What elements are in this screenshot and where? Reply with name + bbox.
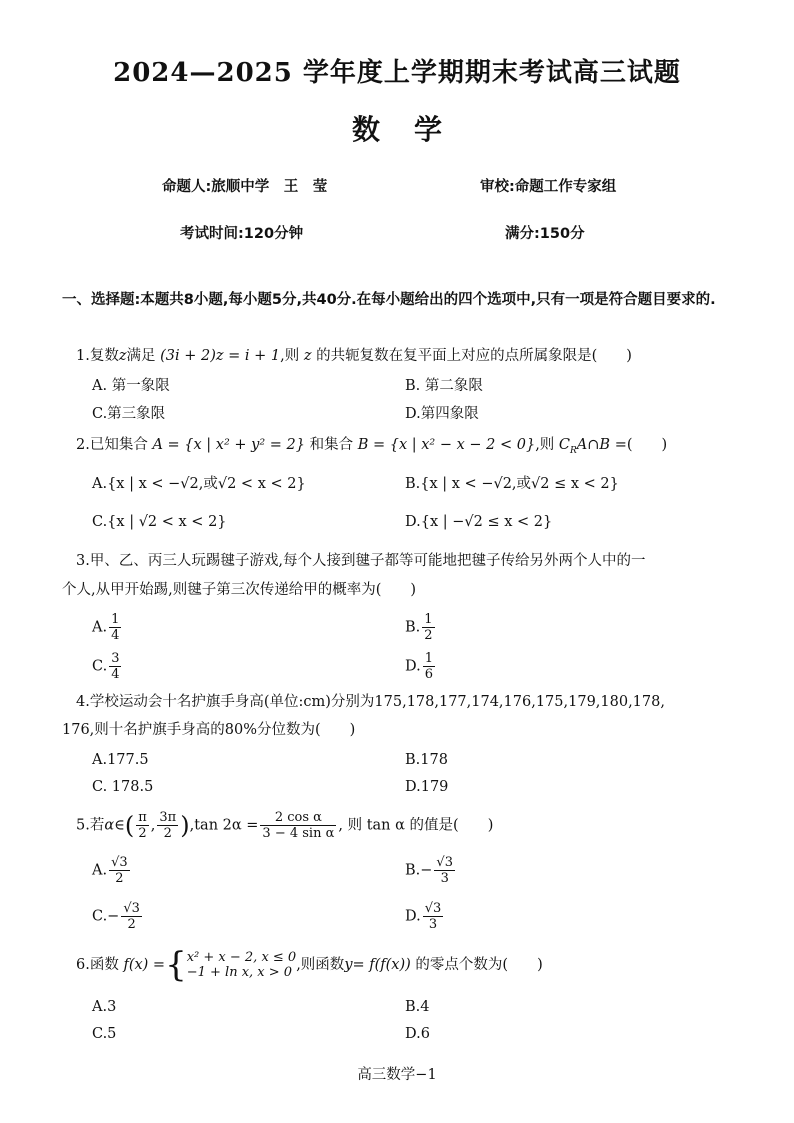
q5-c-num: √3 [123,901,140,916]
q5-option-c [92,901,144,932]
q2-complement-c: C [558,437,571,453]
q5-tan-a: tan α [366,817,405,834]
q3-b-num: 1 [424,612,433,627]
q3-option-b [405,612,437,643]
q5-b-num: √3 [436,855,453,870]
q3-option-d [405,651,437,682]
q4-option-c: C. 178.5 [92,779,154,795]
q5-b-fraction [434,855,455,886]
q5-f1-den: 2 [138,826,147,841]
q1-option-b: B. 第二象限 [405,378,483,394]
q3-c-label: C. [92,658,108,675]
q6-cases [187,950,296,980]
q1-equation: (3i + 2)z = i + 1 [160,348,281,364]
q5-c-den: 2 [127,917,136,932]
q2-option-a: A.{x | x < −√2,或√2 < x < 2} [92,476,306,492]
q5-d-fraction [423,901,444,932]
section-heading: 一、选择题:本题共8小题,每小题5分,共40分.在每小题给出的四个选项中,只有一项是符合题目要求的. [62,292,716,308]
question-3-line2: 个人,从甲开始踢,则毽子第三次传递给甲的概率为( ) [62,582,417,598]
q2-complement-sub: R [570,445,577,456]
q5-alpha-in: α∈ [104,817,125,834]
q2-complement-rest: A∩B [576,437,611,453]
q6-text-a: 6.函数 [76,957,119,973]
q1-text-g: 的共轭复数在复平面上对应的点所属象限是( ) [316,348,632,364]
q2-text-b: 和集合 [309,437,354,453]
q3-c-den: 4 [111,667,120,682]
question-1-stem [76,346,632,366]
full-score: 满分:150分 [505,226,585,242]
q3-d-fraction [423,651,435,682]
q1-text-a: 1.复数 [76,348,119,364]
q5-comma: , [150,817,156,834]
q6-option-d: D.6 [405,1026,430,1042]
subject-title: 数学 [351,113,476,146]
q5-f3-den: 3 − 4 sin α [262,826,335,841]
q3-d-num: 1 [424,651,433,666]
q5-a-den: 2 [115,871,124,886]
q5-d-num: √3 [424,901,442,916]
question-4-line1: 4.学校运动会十名护旗手身高(单位:cm)分别为175,178,177,174,176,175,179,180,178, [76,694,665,710]
q5-text-c: , 则 [338,817,363,834]
q3-a-num: 1 [111,612,120,627]
question-3-line1: 3.甲、乙、丙三人玩踢毽子游戏,每个人接到毽子都等可能地把毽子传给另外两个人中的一 [76,553,646,569]
q3-a-den: 4 [111,628,120,643]
q1-var-z2: z [303,348,312,364]
q3-option-a [92,612,123,643]
q6-brace: { [165,945,187,985]
q2-text-c: ,则 [535,437,555,453]
q2-option-c: C.{x | √2 < x < 2} [92,514,227,530]
q2-set-b: B = {x | x² − x − 2 < 0} [357,437,536,453]
q5-option-a [92,855,132,886]
q6-option-a: A.3 [92,999,117,1015]
q6-composite: y= f(f(x)) [344,957,411,973]
q2-text-d: =( ) [614,437,668,453]
question-5-stem [76,810,493,841]
q3-b-den: 2 [424,628,433,643]
question-2-stem [76,435,667,461]
q5-d-label: D. [405,908,421,925]
q5-option-d [405,901,445,932]
q3-c-fraction [109,651,121,682]
author-line: 命题人:旅顺中学 王 莹 [162,179,328,195]
q6-text-c: 的零点个数为( ) [415,957,543,973]
q5-f2-num: 3π [159,810,177,825]
q3-b-label: B. [405,619,421,636]
q1-option-a: A. 第一象限 [92,378,170,394]
q2-option-b: B.{x | x < −√2,或√2 ≤ x < 2} [405,476,619,492]
q1-var-z: z [118,348,127,364]
q5-tan2a: ,tan 2α = [189,817,259,834]
q5-c-fraction [121,901,142,932]
q5-c-label: C.− [92,908,120,925]
q5-frac-3pi-2 [157,810,178,841]
q3-a-label: A. [92,619,108,636]
q3-b-fraction [422,612,434,643]
q5-b-den: 3 [440,871,449,886]
q5-a-num: √3 [111,855,128,870]
q1-option-c: C.第三象限 [92,406,166,422]
q5-f3-num: 2 cos α [260,810,336,826]
q4-option-a: A.177.5 [92,752,149,768]
q6-text-b: ,则函数 [296,957,345,973]
q3-d-label: D. [405,658,421,675]
q4-option-d: D.179 [405,779,449,795]
q6-option-b: B.4 [405,999,430,1015]
q1-option-d: D.第四象限 [405,406,479,422]
reviewer-line: 审校:命题工作专家组 [480,179,617,195]
q3-d-den: 6 [424,667,433,682]
q2-complement [558,437,611,456]
q2-option-d: D.{x | −√2 ≤ x < 2} [405,514,553,530]
q5-a-fraction [109,855,130,886]
q5-frac-main [260,810,336,841]
question-4-line2: 176,则十名护旗手身高的80%分位数为( ) [62,722,356,738]
q5-right-paren: ) [180,811,190,840]
q5-option-b [405,855,457,886]
q4-option-b: B.178 [405,752,448,768]
q2-set-a: A = {x | x² + y² = 2} [152,437,305,453]
q2-text-a: 2.已知集合 [76,437,148,453]
q6-case-2: −1 + ln x, x > 0 [186,965,293,980]
q6-option-c: C.5 [92,1026,117,1042]
q3-option-c [92,651,123,682]
q6-case-1: x² + x − 2, x ≤ 0 [186,950,297,965]
q1-text-c: 满足 [126,348,156,364]
q5-frac-pi-2 [136,810,149,841]
q5-b-label: B.− [405,862,433,879]
q5-left-paren: ( [124,811,135,840]
q6-func-def: f(x) = [123,957,166,973]
exam-title: 2024—2025 学年度上学期期末考试高三试题 [113,58,681,88]
q5-text-a: 5.若 [76,817,105,834]
page-footer: 高三数学−1 [357,1067,437,1083]
q5-f2-den: 2 [163,826,172,841]
q1-text-e: ,则 [280,348,300,364]
q3-a-fraction [109,612,121,643]
q5-d-den: 3 [428,917,438,932]
q5-a-label: A. [92,862,108,879]
exam-time: 考试时间:120分钟 [180,226,304,242]
q5-text-d: 的值是( ) [409,817,494,834]
q3-c-num: 3 [111,651,120,666]
q5-f1-num: π [138,810,147,825]
question-6-stem [76,945,543,985]
